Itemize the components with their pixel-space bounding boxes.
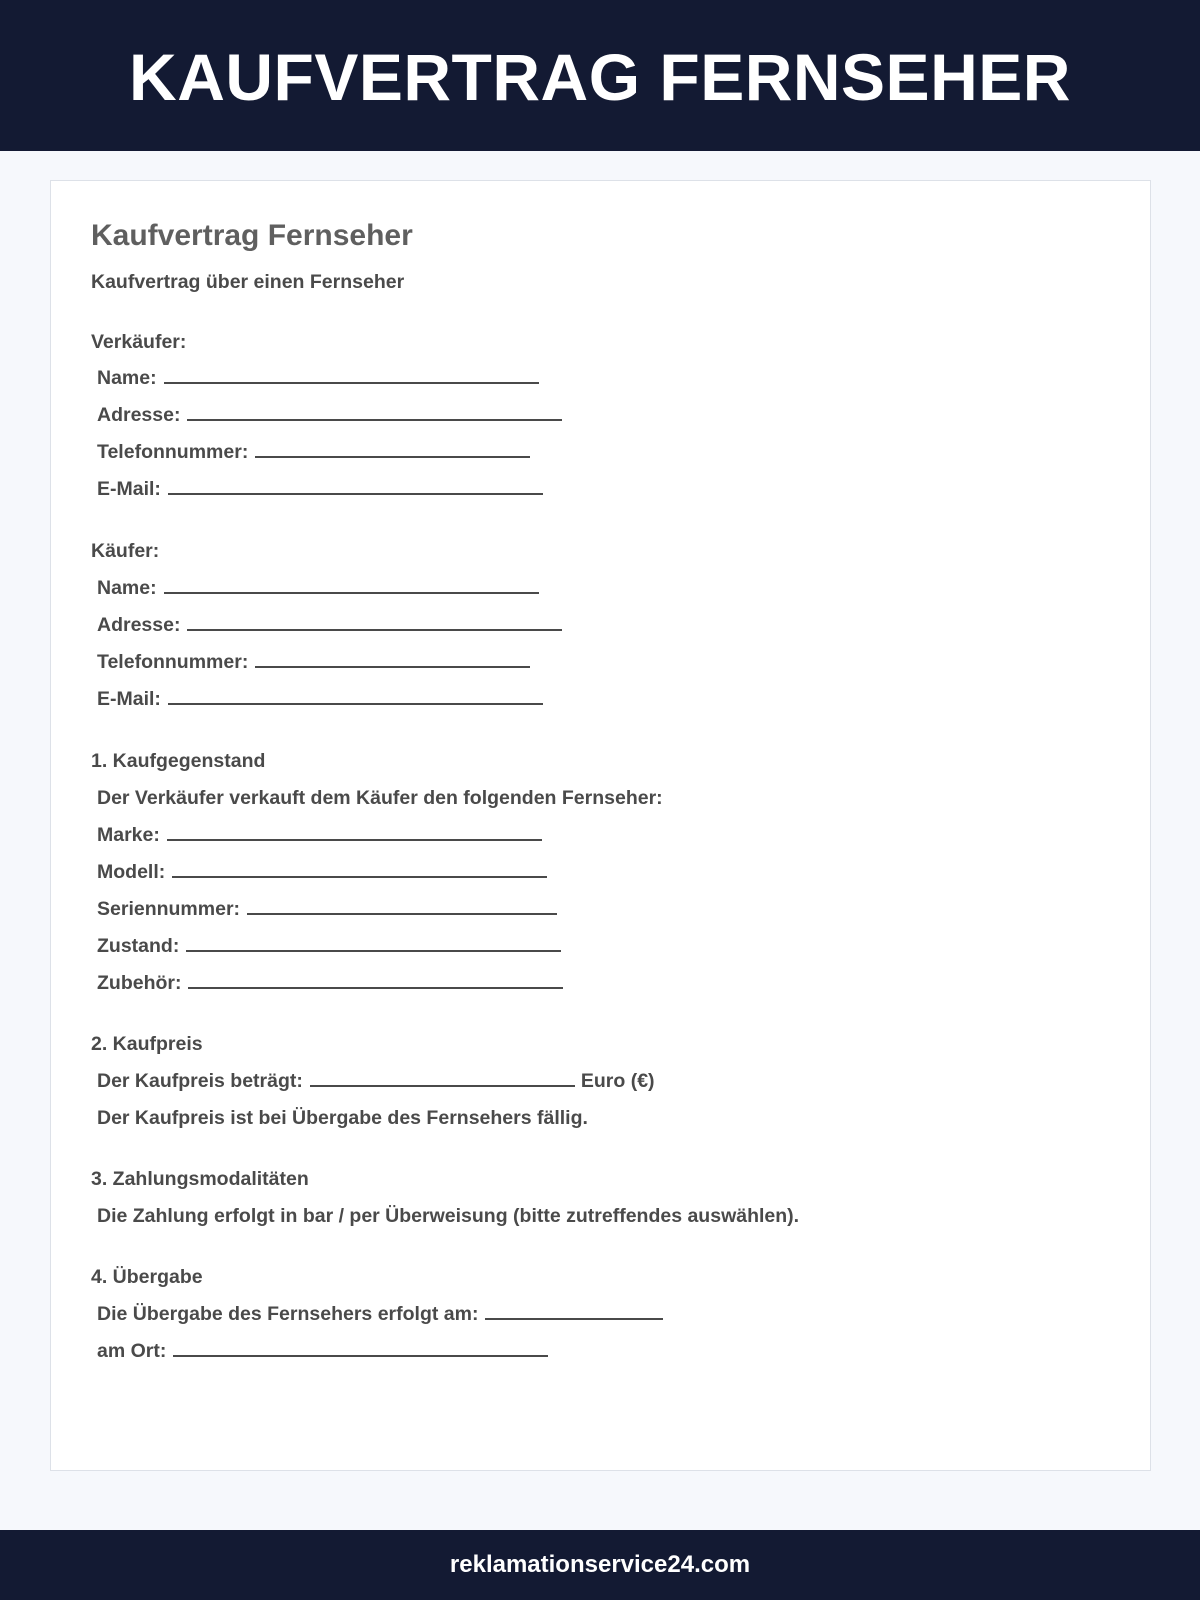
- seller-email-row: [97, 477, 543, 501]
- seller-phone-blank[interactable]: [255, 440, 530, 458]
- buyer-phone-row: [97, 650, 530, 674]
- brand-label: Marke:: [97, 824, 160, 846]
- section3-heading: 3. Zahlungsmodalitäten: [91, 1168, 309, 1190]
- section4-heading: 4. Übergabe: [91, 1266, 203, 1288]
- condition-label: Zustand:: [97, 935, 180, 957]
- price-blank[interactable]: [310, 1069, 575, 1087]
- seller-heading: Verkäufer:: [91, 331, 187, 353]
- section1-heading: 1. Kaufgegenstand: [91, 750, 266, 772]
- seller-address-row: [97, 403, 562, 427]
- handover-place-row: [97, 1339, 548, 1363]
- page-footer: [0, 1530, 1200, 1600]
- handover-place-label: am Ort:: [97, 1340, 167, 1362]
- accessories-label: Zubehör:: [97, 972, 182, 994]
- seller-name-blank[interactable]: [164, 366, 539, 384]
- condition-blank[interactable]: [186, 934, 561, 952]
- seller-name-label: Name:: [97, 367, 157, 389]
- buyer-email-row: [97, 687, 543, 711]
- seller-phone-row: [97, 440, 530, 464]
- seller-phone-label: Telefonnummer:: [97, 441, 249, 463]
- handover-date-label: Die Übergabe des Fernsehers erfolgt am:: [97, 1303, 479, 1325]
- condition-row: [97, 934, 561, 958]
- seller-email-blank[interactable]: [168, 477, 543, 495]
- buyer-address-blank[interactable]: [187, 613, 562, 631]
- document-title: Kaufvertrag Fernseher: [91, 219, 413, 252]
- handover-date-row: [97, 1302, 663, 1326]
- footer-site[interactable]: reklamationservice24.com: [449, 1551, 751, 1578]
- buyer-phone-blank[interactable]: [255, 650, 530, 668]
- section1-intro: Der Verkäufer verkauft dem Käufer den folgenden Fernseher:: [97, 787, 663, 809]
- document-card: [50, 180, 1151, 1471]
- seller-name-row: [97, 366, 539, 390]
- buyer-name-row: [97, 576, 539, 600]
- seller-address-label: Adresse:: [97, 404, 181, 426]
- header-title: KAUFVERTRAG FERNSEHER: [129, 39, 1071, 114]
- buyer-email-blank[interactable]: [168, 687, 543, 705]
- buyer-address-label: Adresse:: [97, 614, 181, 636]
- accessories-blank[interactable]: [188, 971, 563, 989]
- handover-date-blank[interactable]: [485, 1302, 663, 1320]
- currency-label: Euro (€): [580, 1070, 655, 1092]
- page-header: [0, 0, 1200, 151]
- accessories-row: [97, 971, 563, 995]
- section2-heading: 2. Kaufpreis: [91, 1033, 203, 1055]
- buyer-name-label: Name:: [97, 577, 157, 599]
- buyer-email-label: E-Mail:: [97, 688, 161, 710]
- seller-email-label: E-Mail:: [97, 478, 161, 500]
- buyer-name-blank[interactable]: [164, 576, 539, 594]
- serial-label: Seriennummer:: [97, 898, 241, 920]
- price-due-text: Der Kaufpreis ist bei Übergabe des Fernsehers fällig.: [97, 1107, 588, 1129]
- model-row: [97, 860, 547, 884]
- price-row: [97, 1069, 655, 1093]
- handover-place-blank[interactable]: [173, 1339, 548, 1357]
- model-blank[interactable]: [172, 860, 547, 878]
- brand-row: [97, 823, 542, 847]
- serial-row: [97, 897, 557, 921]
- brand-blank[interactable]: [167, 823, 542, 841]
- model-label: Modell:: [97, 861, 166, 883]
- buyer-phone-label: Telefonnummer:: [97, 651, 249, 673]
- payment-text: Die Zahlung erfolgt in bar / per Überweisung (bitte zutreffendes auswählen).: [97, 1205, 800, 1227]
- buyer-heading: Käufer:: [91, 540, 160, 562]
- document-subtitle: Kaufvertrag über einen Fernseher: [91, 271, 405, 293]
- serial-blank[interactable]: [247, 897, 557, 915]
- buyer-address-row: [97, 613, 562, 637]
- seller-address-blank[interactable]: [187, 403, 562, 421]
- price-label: Der Kaufpreis beträgt:: [97, 1070, 303, 1092]
